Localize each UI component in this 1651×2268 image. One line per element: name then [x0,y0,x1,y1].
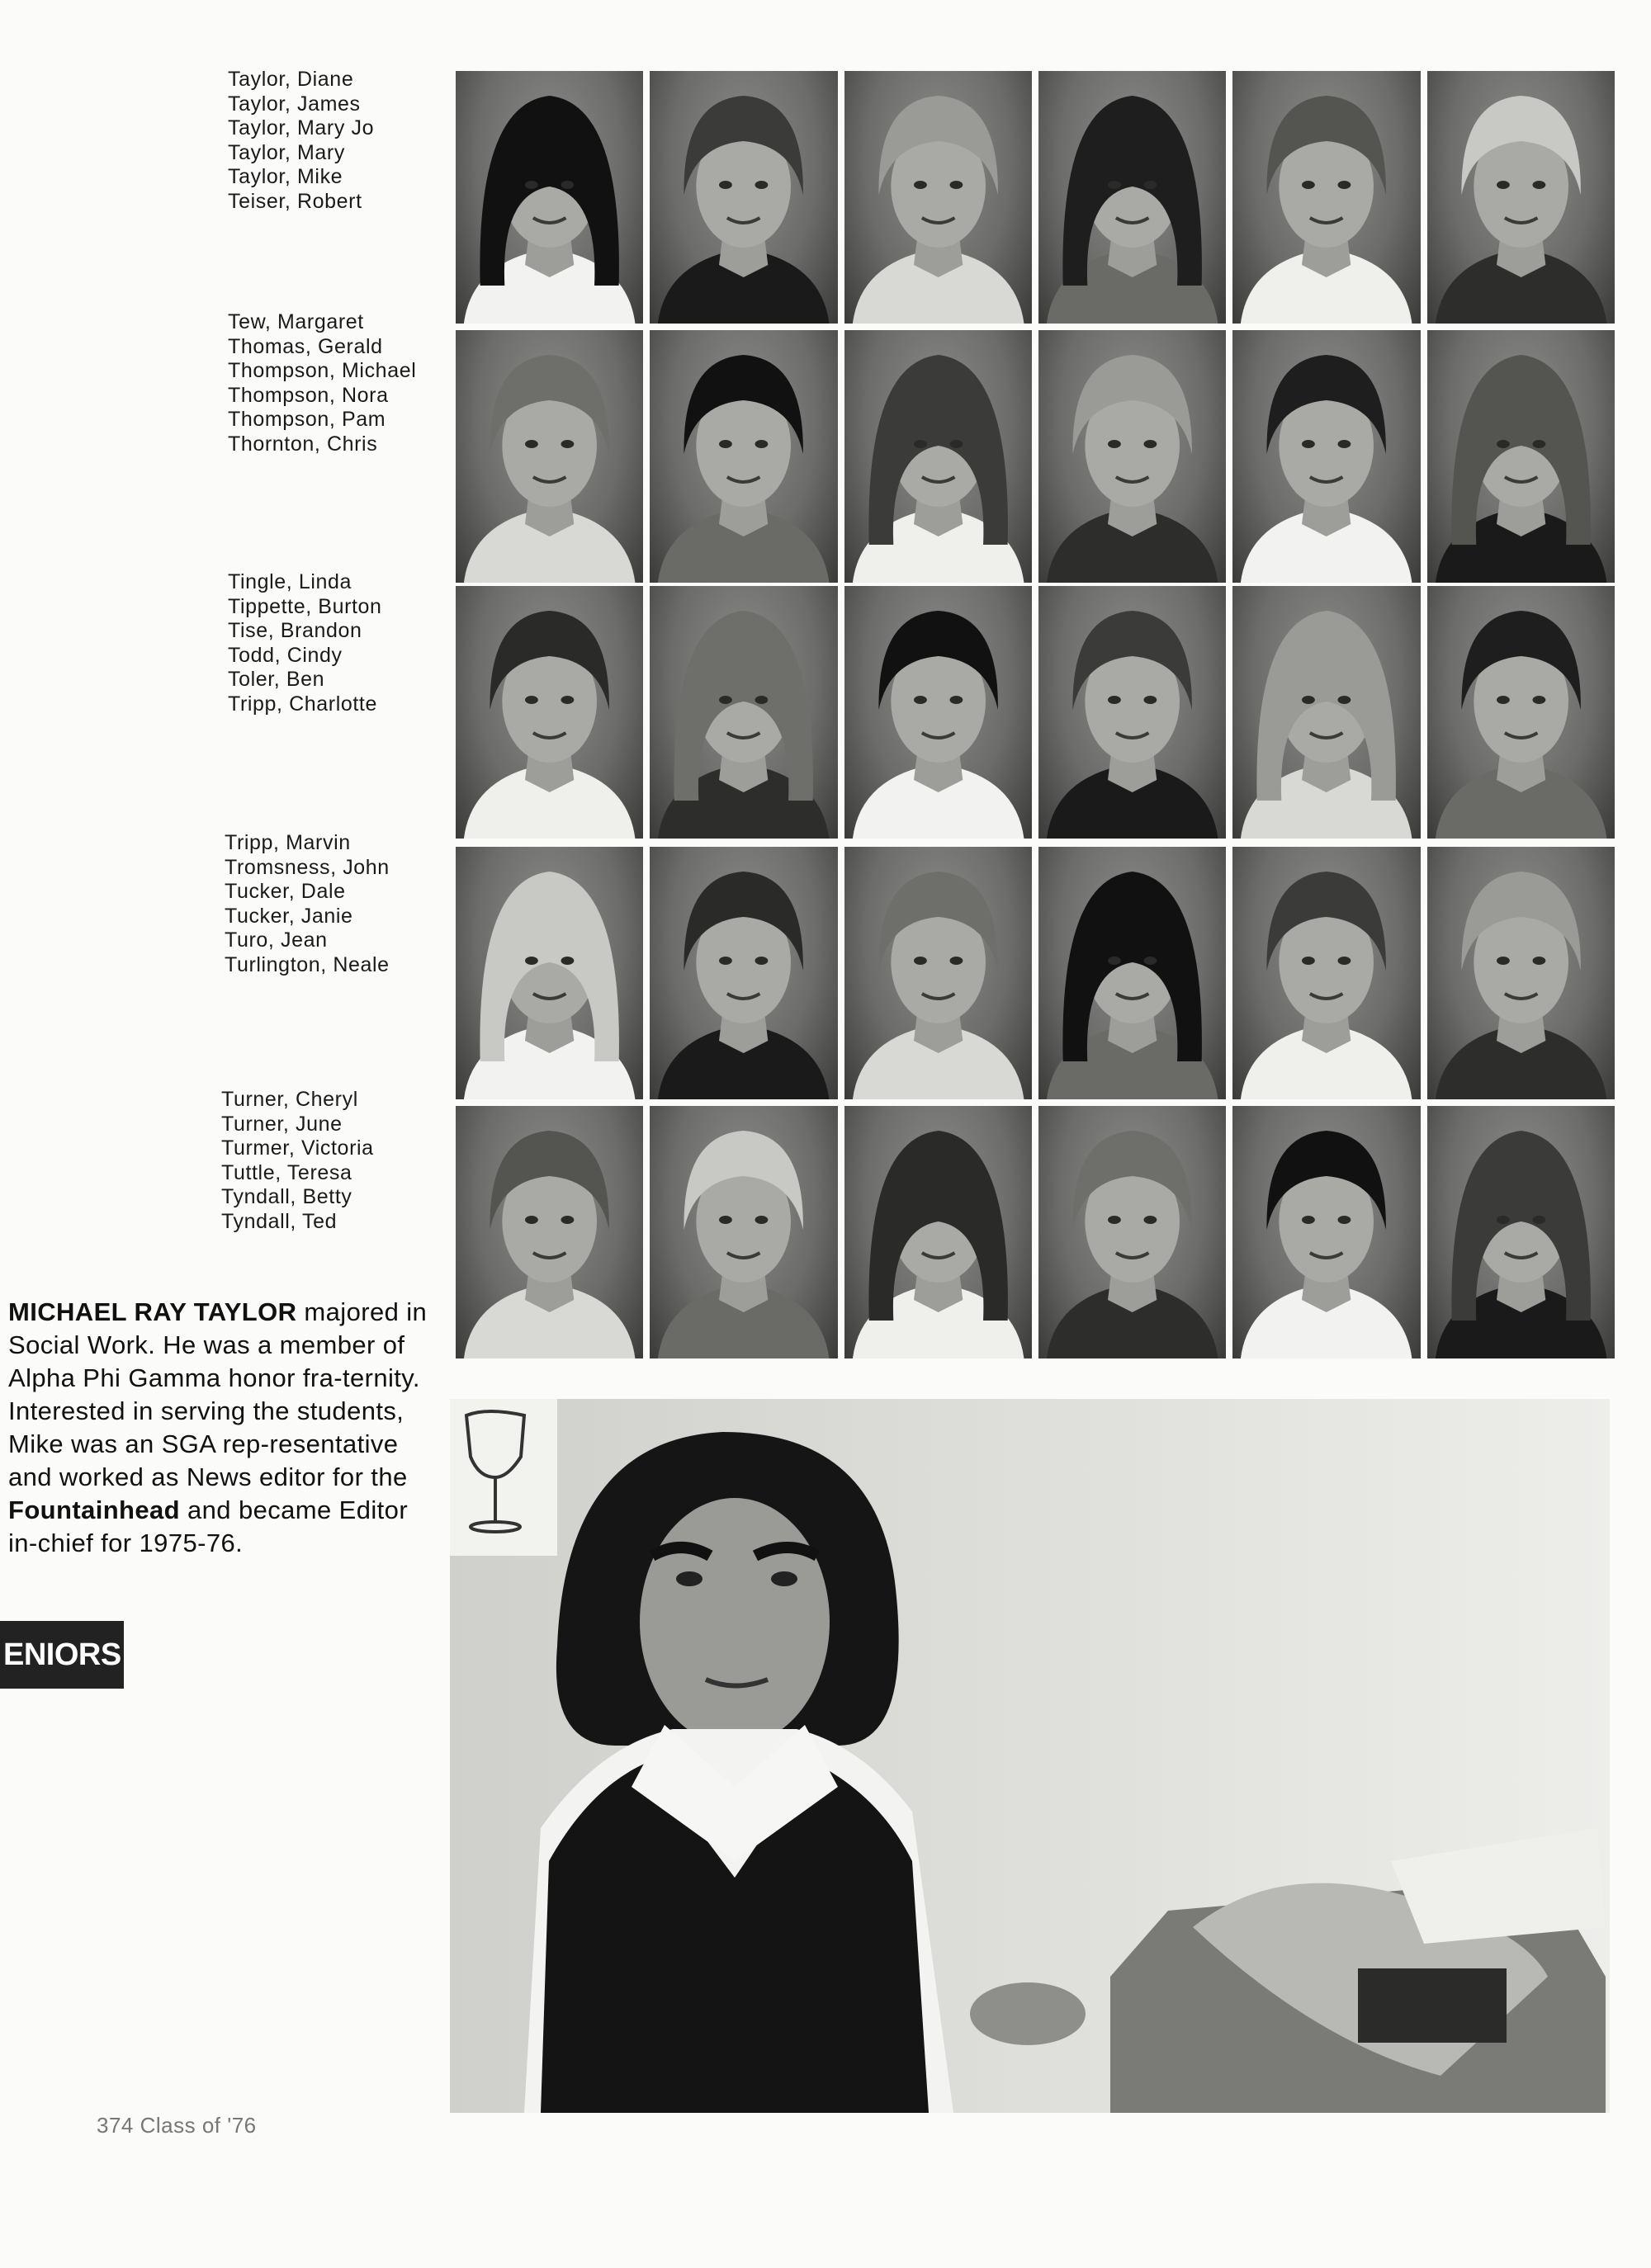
name-list-row-5 [221,1088,436,1234]
student-portrait [1038,847,1226,1099]
portrait-row-1 [456,71,1615,324]
portrait-row-2 [456,330,1615,583]
name: Tyndall, Betty [221,1185,352,1208]
name: Tripp, Marvin [225,831,351,854]
student-portrait [1427,586,1615,839]
name: Thompson, Pam [228,408,386,431]
page-folio: 374 Class of '76 [97,2113,257,2138]
student-portrait [456,586,643,839]
name: Taylor, Mary Jo [228,116,375,139]
name: Tucker, Dale [225,880,346,903]
student-portrait [650,1106,837,1358]
feature-photo [450,1399,1610,2113]
student-portrait [1427,330,1615,583]
bio-paragraph [8,1296,429,1560]
name: Tyndall, Ted [221,1209,338,1233]
name: Thornton, Chris [228,432,378,456]
student-portrait [456,71,643,324]
name-list-row-2 [228,310,442,456]
student-portrait [844,586,1032,839]
name: Taylor, Mary [228,140,345,164]
student-portrait [1427,1106,1615,1358]
feature-photo-illustration [450,1399,1610,2113]
student-portrait [456,847,643,1099]
name: Tuttle, Teresa [221,1160,352,1184]
student-portrait [1232,1106,1420,1358]
name: Tripp, Charlotte [228,692,377,716]
name-list-row-3 [228,570,442,716]
student-portrait [844,330,1032,583]
student-portrait [1038,1106,1226,1358]
bio-text-1: majored in Social Work. He was a member of Alpha Phi Gamma honor fra-ternity. Interested in serving the students, Mike was an SGA rep-resentative and worked as News editor for the [8,1297,428,1491]
student-portrait [1232,330,1420,583]
student-portrait [1427,847,1615,1099]
name: Taylor, Diane [228,68,354,91]
name: Tingle, Linda [228,570,352,593]
portrait-row-4 [456,847,1615,1099]
student-portrait [1038,71,1226,324]
name: Todd, Cindy [228,643,343,667]
name: Thompson, Michael [228,359,417,382]
name-list-row-1 [228,68,442,214]
name: Thomas, Gerald [228,334,383,358]
name: Tippette, Burton [228,594,382,618]
student-portrait [650,71,837,324]
name: Toler, Ben [228,668,325,691]
student-portrait [650,847,837,1099]
student-portrait [1232,586,1420,839]
name: Taylor, Mike [228,165,343,188]
name: Tucker, Janie [225,904,353,928]
name: Teiser, Robert [228,189,362,213]
student-portrait [1038,586,1226,839]
student-portrait [650,330,837,583]
portrait-row-3 [456,586,1615,839]
student-portrait [844,847,1032,1099]
name: Turo, Jean [225,928,328,952]
student-portrait [650,586,837,839]
student-portrait [456,1106,643,1358]
name: Tew, Margaret [228,310,364,333]
name: Tromsness, John [225,855,390,879]
name: Tise, Brandon [228,619,362,642]
student-portrait [844,1106,1032,1358]
section-tab: ENIORS [0,1621,124,1689]
student-portrait [1232,71,1420,324]
name: Turner, Cheryl [221,1088,358,1111]
student-portrait [456,330,643,583]
student-portrait [844,71,1032,324]
name: Turmer, Victoria [221,1136,374,1160]
name-list-row-4 [225,831,439,977]
name: Taylor, James [228,92,361,116]
name: Thompson, Nora [228,383,389,407]
name: Turner, June [221,1112,343,1136]
student-portrait [1427,71,1615,324]
student-portrait [1038,330,1226,583]
bio-publication: Fountainhead [8,1495,181,1524]
student-portrait [1232,847,1420,1099]
bio-name: MICHAEL RAY TAYLOR [8,1297,297,1326]
portrait-row-5 [456,1106,1615,1358]
bio-text-2: and became Editor in-chief for 1975-76. [8,1495,409,1557]
name: Turlington, Neale [225,952,390,976]
